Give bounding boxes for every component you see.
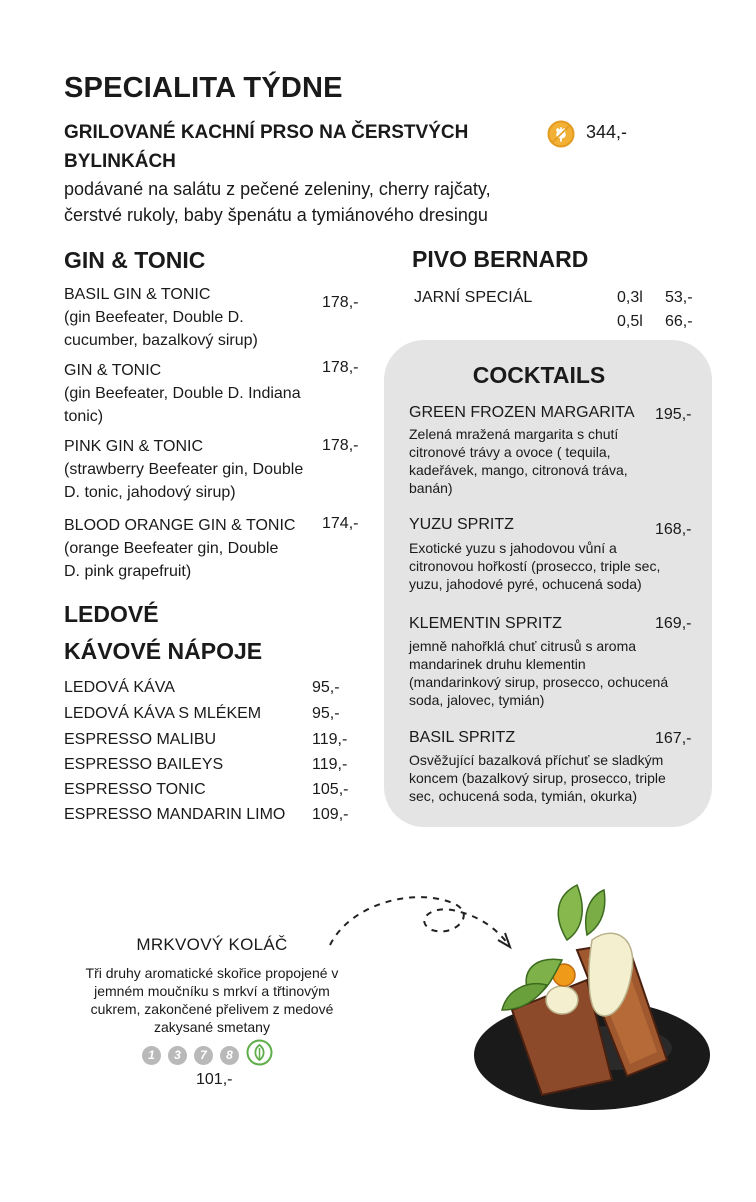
beer-size-1: 0,3l [617, 289, 643, 306]
allergen-badge: 1 [142, 1046, 161, 1065]
gin-heading: GIN & TONIC [64, 247, 206, 273]
gin-item-3-price: 178,- [322, 437, 359, 454]
gin-item-4-desc1: (orange Beefeater gin, Double [64, 540, 279, 557]
gin-item-3-desc2: D. tonic, jahodový sirup) [64, 484, 236, 501]
gin-item-2-desc1: (gin Beefeater, Double D. Indiana [64, 385, 301, 402]
cocktail-2-name: YUZU SPRITZ [409, 516, 514, 533]
cocktail-4-price: 167,- [655, 730, 692, 747]
beer-price-1: 53,- [665, 289, 693, 306]
cocktail-1-line4: banán) [409, 480, 453, 496]
cocktail-2-line1: Exotické yuzu s jahodovou vůní a [409, 540, 617, 556]
coffee-heading-line2: KÁVOVÉ NÁPOJE [64, 638, 263, 664]
cocktail-2-price: 168,- [655, 521, 692, 538]
special-price: 344,- [586, 122, 628, 142]
coffee-item-5-name: ESPRESSO TONIC [64, 781, 206, 798]
gin-item-2-desc2: tonic) [64, 408, 104, 425]
special-desc-line2: čerstvé rukoly, baby špenátu a tymiánového dresingu [64, 205, 488, 225]
cocktail-1-price: 195,- [655, 406, 692, 423]
coffee-item-2-name: LEDOVÁ KÁVA S MLÉKEM [64, 705, 262, 722]
coffee-item-4-price: 119,- [312, 756, 348, 773]
beer-heading: PIVO BERNARD [412, 246, 589, 272]
coffee-item-3-name: ESPRESSO MALIBU [64, 731, 217, 748]
cake-allergens [142, 1039, 273, 1071]
gin-item-2-price: 178,- [322, 359, 359, 376]
cocktail-3-line2: mandarinek druhu klementin [409, 656, 586, 672]
cocktail-4-line3: sec, ochucená soda, tymián, okurka) [409, 788, 638, 804]
cocktail-1-line2: citronové trávy a ovoce ( tequila, [409, 444, 611, 460]
coffee-heading-line1: LEDOVÉ [64, 601, 159, 627]
gin-item-1-name: BASIL GIN & TONIC [64, 286, 211, 303]
beer-size-2: 0,5l [617, 313, 643, 330]
coffee-item-6-name: ESPRESSO MANDARIN LIMO [64, 806, 286, 823]
cocktail-1-line3: kadeřávek, mango, citronová tráva, [409, 462, 628, 478]
gin-item-1-price: 178,- [322, 294, 359, 311]
cake-title: MRKVOVÝ KOLÁČ [136, 935, 288, 954]
cocktail-3-name: KLEMENTIN SPRITZ [409, 615, 562, 632]
cocktails-heading: COCKTAILS [472, 362, 606, 388]
cocktail-1-name: GREEN FROZEN MARGARITA [409, 404, 635, 421]
allergen-badge: 7 [194, 1046, 213, 1065]
beer-price-2: 66,- [665, 313, 693, 330]
cocktail-3-price: 169,- [655, 615, 692, 632]
cocktail-2-line2: citronovou hořkostí (prosecco, triple sec, [409, 558, 661, 574]
special-title-line2: BYLINKÁCH [64, 151, 176, 172]
allergen-badge: 8 [220, 1046, 239, 1065]
allergen-badge: 3 [168, 1046, 187, 1065]
coffee-item-2-price: 95,- [312, 705, 340, 722]
cake-line3: cukrem, zakončené přelivem z medové [90, 1001, 334, 1017]
coffee-item-1-name: LEDOVÁ KÁVA [64, 679, 175, 696]
gin-item-4-desc2: D. pink grapefruit) [64, 563, 192, 580]
coffee-item-6-price: 109,- [312, 806, 349, 823]
coffee-item-5-price: 105,- [312, 781, 349, 798]
cake-price: 101,- [196, 1071, 233, 1088]
gin-item-4-name: BLOOD ORANGE GIN & TONIC [64, 517, 296, 534]
special-title-line1: GRILOVANÉ KACHNÍ PRSO NA ČERSTVÝCH [64, 122, 469, 143]
coffee-item-4-name: ESPRESSO BAILEYS [64, 756, 224, 773]
gin-item-2-name: GIN & TONIC [64, 362, 162, 379]
cocktail-4-line2: koncem (bazalkový sirup, prosecco, triple [409, 770, 666, 786]
cake-illustration [462, 880, 720, 1120]
gin-item-3-name: PINK GIN & TONIC [64, 438, 203, 455]
gin-item-3-desc1: (strawberry Beefeater gin, Double [64, 461, 304, 478]
cocktail-2-line3: yuzu, jahodové pyré, ochucená soda) [409, 576, 642, 592]
leaf-icon [246, 1039, 273, 1071]
coffee-item-3-price: 119,- [312, 731, 348, 748]
cocktail-4-name: BASIL SPRITZ [409, 729, 516, 746]
cake-line1: Tři druhy aromatické skořice propojené v [85, 965, 339, 981]
wheat-icon [547, 120, 575, 153]
gin-item-4-price: 174,- [322, 515, 359, 532]
cocktail-3-line3: (mandarinkový sirup, prosecco, ochucená [409, 674, 669, 690]
cocktail-3-line1: jemně nahořklá chuť citrusů s aroma [409, 638, 637, 654]
cocktail-4-line1: Osvěžující bazalková příchuť se sladkým [409, 752, 664, 768]
coffee-item-1-price: 95,- [312, 679, 340, 696]
special-desc-line1: podávané na salátu z pečené zeleniny, cherry rajčaty, [64, 179, 491, 199]
cocktail-3-line4: soda, jalovec, tymián) [409, 692, 545, 708]
gin-item-1-desc2: cucumber, bazalkový sirup) [64, 332, 258, 349]
beer-name: JARNÍ SPECIÁL [414, 289, 533, 306]
cocktail-1-line1: Zelená mražená margarita s chutí [409, 426, 619, 442]
cake-line2: jemném moučníku s mrkví a třtinovým [94, 983, 330, 999]
gin-item-1-desc1: (gin Beefeater, Double D. [64, 309, 244, 326]
cake-line4: zakysané smetany [154, 1019, 270, 1035]
special-heading: SPECIALITA TÝDNE [64, 72, 343, 104]
